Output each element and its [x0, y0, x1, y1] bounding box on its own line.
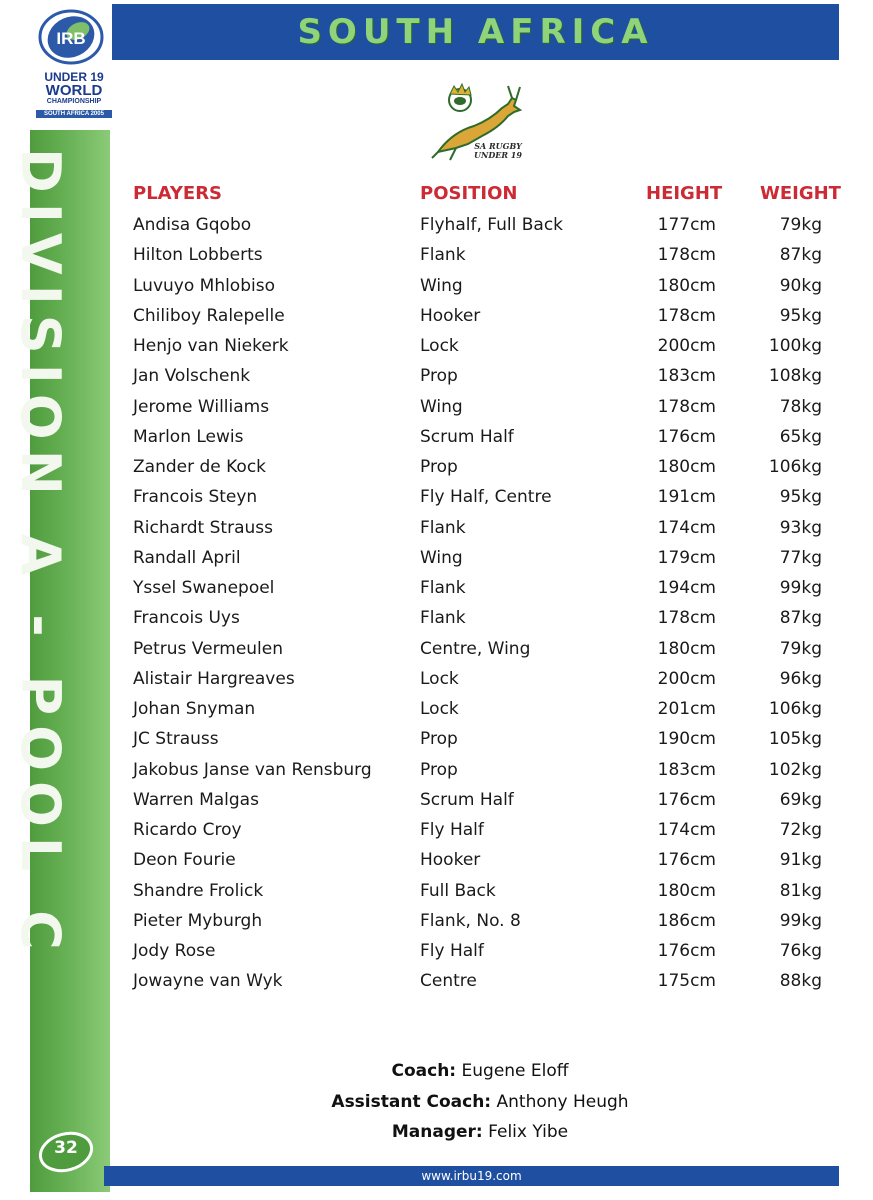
- player-position: Flyhalf, Full Back: [420, 215, 564, 235]
- player-weight: 99kg: [779, 578, 822, 598]
- player-name: Hilton Lobberts: [133, 245, 263, 266]
- player-position: Prop: [420, 457, 458, 477]
- logo-championship: CHAMPIONSHIP: [46, 98, 102, 105]
- player-position: Prop: [420, 759, 458, 780]
- player-height: 191cm: [657, 487, 716, 508]
- player-weight: 95kg: [779, 305, 822, 326]
- player-height: 176cm: [657, 850, 716, 871]
- coach-line: [280, 1061, 680, 1081]
- players-table: [0, 212, 873, 999]
- player-weight: 90kg: [779, 275, 822, 296]
- logo-under19: UNDER 19: [44, 70, 104, 84]
- player-weight: 79kg: [779, 215, 822, 235]
- emblem-caption-line2: UNDER 19: [474, 150, 522, 160]
- player-weight: 69kg: [779, 789, 822, 810]
- player-height: 178cm: [657, 245, 716, 266]
- player-weight: 87kg: [779, 245, 822, 266]
- player-position: Fly Half, Centre: [420, 487, 552, 508]
- manager-label: Manager:: [391, 1122, 483, 1142]
- coach-label: Coach:: [391, 1061, 457, 1081]
- player-weight: 96kg: [779, 668, 822, 689]
- player-weight: 102kg: [768, 759, 822, 780]
- player-position: Lock: [420, 668, 459, 689]
- table-row: [0, 847, 873, 877]
- player-height: 176cm: [657, 789, 716, 810]
- player-height: 190cm: [657, 729, 716, 750]
- table-row: [0, 394, 873, 424]
- logo-location: SOUTH AFRICA 2005: [36, 110, 112, 118]
- player-height: 201cm: [657, 699, 716, 719]
- column-header-position: POSITION: [420, 183, 518, 204]
- table-row: [0, 968, 873, 998]
- player-position: Wing: [420, 547, 463, 568]
- player-name: Randall April: [133, 547, 241, 568]
- player-height: 178cm: [657, 608, 716, 629]
- player-position: Flank, No. 8: [420, 910, 521, 931]
- player-height: 180cm: [657, 880, 716, 901]
- player-weight: 95kg: [779, 487, 822, 508]
- player-height: 186cm: [657, 910, 716, 931]
- table-row: [0, 878, 873, 908]
- player-name: Luvuyo Mhlobiso: [133, 275, 275, 296]
- player-position: Flank: [420, 517, 466, 538]
- player-height: 183cm: [657, 759, 716, 780]
- table-row: [0, 757, 873, 787]
- table-row: [0, 424, 873, 454]
- table-row: [0, 333, 873, 363]
- player-position: Fly Half: [420, 820, 484, 840]
- player-position: Flank: [420, 608, 466, 629]
- player-height: 177cm: [657, 215, 716, 235]
- table-row: [0, 484, 873, 514]
- table-row: [0, 515, 873, 545]
- player-weight: 99kg: [779, 910, 822, 931]
- player-name: Henjo van Niekerk: [133, 336, 289, 356]
- player-height: 174cm: [657, 517, 716, 538]
- player-position: Hooker: [420, 850, 481, 871]
- table-row: [0, 636, 873, 666]
- table-row: [0, 454, 873, 484]
- player-weight: 88kg: [779, 971, 822, 992]
- table-row: [0, 545, 873, 575]
- player-weight: 65kg: [779, 426, 822, 447]
- player-weight: 76kg: [779, 941, 822, 961]
- emblem-caption-line1: SA RUGBY: [474, 141, 522, 151]
- player-height: 175cm: [657, 971, 716, 992]
- page-title: SOUTH AFRICA: [297, 12, 654, 52]
- player-name: Ricardo Croy: [133, 820, 242, 840]
- table-row: [0, 363, 873, 393]
- player-name: Zander de Kock: [133, 457, 267, 477]
- player-name: Jody Rose: [133, 941, 216, 961]
- player-position: Wing: [420, 396, 463, 417]
- player-position: Flank: [420, 245, 466, 266]
- player-name: Richardt Strauss: [133, 517, 273, 538]
- player-name: Marlon Lewis: [133, 426, 244, 447]
- assistant-coach-label: Assistant Coach:: [331, 1092, 492, 1112]
- player-position: Centre, Wing: [420, 638, 531, 659]
- page-number-badge: [38, 1130, 98, 1174]
- player-name: Jan Volschenk: [133, 366, 251, 387]
- table-row: [0, 605, 873, 635]
- player-name: Chiliboy Ralepelle: [133, 305, 285, 326]
- player-weight: 79kg: [779, 638, 822, 659]
- page-number: 32: [54, 1138, 78, 1158]
- assistant-coach-name: Anthony Heugh: [491, 1092, 629, 1112]
- table-row: [0, 575, 873, 605]
- player-weight: 105kg: [768, 729, 822, 750]
- table-row: [0, 787, 873, 817]
- logo-ball-text: IRB: [56, 29, 86, 48]
- column-header-players: PLAYERS: [133, 183, 223, 204]
- player-weight: 77kg: [779, 547, 822, 568]
- table-row: [0, 938, 873, 968]
- player-name: Yssel Swanepoel: [133, 578, 275, 598]
- manager-name: Felix Yibe: [482, 1122, 569, 1142]
- player-name: Andisa Gqobo: [133, 215, 252, 235]
- division-pool-label: DIVISION A - POOL C: [9, 148, 72, 960]
- player-name: Jakobus Janse van Rensburg: [133, 759, 372, 780]
- player-name: JC Strauss: [133, 729, 219, 750]
- logo-world: WORLD: [45, 82, 103, 99]
- manager-line: [280, 1122, 680, 1142]
- player-name: Francois Uys: [133, 608, 240, 629]
- player-position: Wing: [420, 275, 463, 296]
- player-height: 174cm: [657, 820, 716, 840]
- player-position: Fly Half: [420, 941, 484, 961]
- player-position: Prop: [420, 366, 458, 387]
- player-weight: 93kg: [779, 517, 822, 538]
- column-header-height: HEIGHT: [646, 183, 723, 204]
- header-banner: [112, 4, 839, 60]
- player-name: Shandre Frolick: [133, 880, 264, 901]
- assistant-coach-line: [280, 1092, 680, 1112]
- player-height: 183cm: [657, 366, 716, 387]
- table-row: [0, 908, 873, 938]
- player-position: Full Back: [420, 880, 496, 901]
- player-height: 176cm: [657, 941, 716, 961]
- coach-name: Eugene Eloff: [456, 1061, 569, 1081]
- player-position: Scrum Half: [420, 426, 514, 447]
- table-row: [0, 303, 873, 333]
- player-height: 179cm: [657, 547, 716, 568]
- player-weight: 72kg: [779, 820, 822, 840]
- table-row: [0, 817, 873, 847]
- player-height: 180cm: [657, 457, 716, 477]
- footer-url-link[interactable]: www.irbu19.com: [421, 1169, 522, 1183]
- player-position: Lock: [420, 336, 459, 356]
- player-position: Centre: [420, 971, 477, 992]
- player-height: 178cm: [657, 396, 716, 417]
- player-weight: 106kg: [768, 699, 822, 719]
- player-height: 200cm: [657, 336, 716, 356]
- player-name: Petrus Vermeulen: [133, 638, 284, 659]
- irb-logo: [36, 6, 108, 126]
- table-row: [0, 696, 873, 726]
- player-weight: 108kg: [768, 366, 822, 387]
- player-position: Flank: [420, 578, 466, 598]
- player-position: Hooker: [420, 305, 481, 326]
- player-height: 180cm: [657, 638, 716, 659]
- player-name: Johan Snyman: [133, 699, 256, 719]
- footer-bar: [104, 1166, 839, 1186]
- rugby-ball-icon: [38, 6, 104, 68]
- player-height: 180cm: [657, 275, 716, 296]
- player-weight: 78kg: [779, 396, 822, 417]
- table-row: [0, 242, 873, 272]
- player-position: Lock: [420, 699, 459, 719]
- player-height: 200cm: [657, 668, 716, 689]
- player-name: Pieter Myburgh: [133, 910, 263, 931]
- player-name: Warren Malgas: [133, 789, 259, 810]
- player-height: 176cm: [657, 426, 716, 447]
- player-height: 178cm: [657, 305, 716, 326]
- column-header-weight: WEIGHT: [760, 183, 841, 204]
- player-name: Jerome Williams: [133, 396, 270, 417]
- emblem-caption: [438, 142, 558, 160]
- table-row: [0, 273, 873, 303]
- player-name: Deon Fourie: [133, 850, 236, 871]
- table-row: [0, 212, 873, 242]
- player-weight: 81kg: [779, 880, 822, 901]
- table-row: [0, 726, 873, 756]
- player-height: 194cm: [657, 578, 716, 598]
- player-name: Francois Steyn: [133, 487, 258, 508]
- player-weight: 87kg: [779, 608, 822, 629]
- player-name: Alistair Hargreaves: [133, 668, 295, 689]
- player-position: Scrum Half: [420, 789, 514, 810]
- table-row: [0, 666, 873, 696]
- player-name: Jowayne van Wyk: [133, 971, 283, 992]
- player-weight: 91kg: [779, 850, 822, 871]
- player-position: Prop: [420, 729, 458, 750]
- player-weight: 100kg: [768, 336, 822, 356]
- player-weight: 106kg: [768, 457, 822, 477]
